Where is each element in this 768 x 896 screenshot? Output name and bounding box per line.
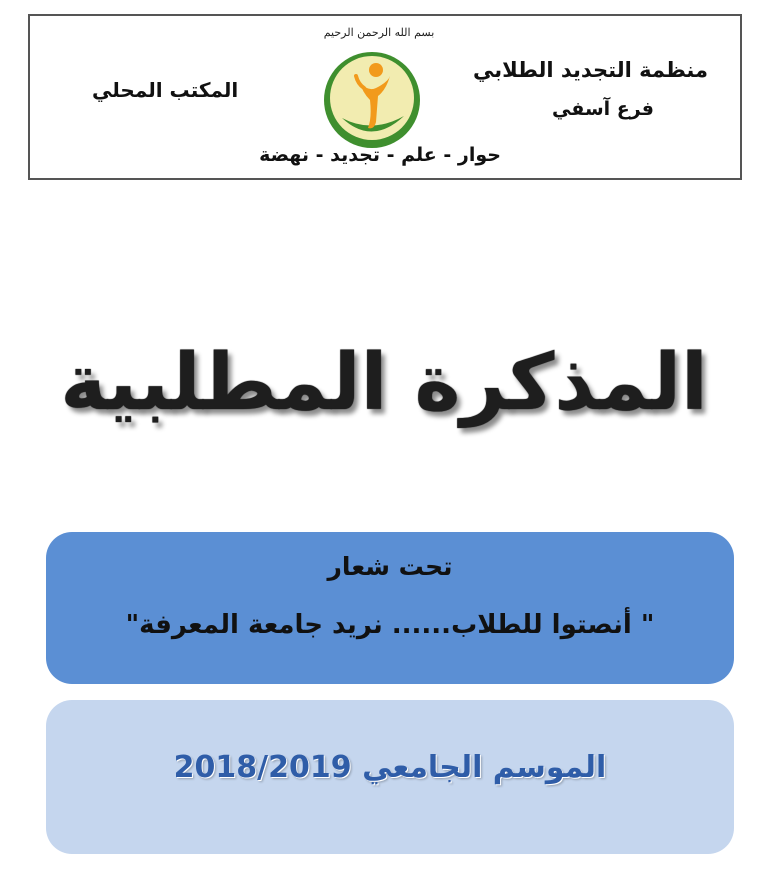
slogan-text: " أنصتوا للطلاب...... نريد جامعة المعرفة" <box>125 610 655 640</box>
slogan-label: تحت شعار <box>327 552 453 581</box>
letterhead <box>28 14 742 180</box>
basmala-text: بسم الله الرحمن الرحيم <box>323 26 435 39</box>
branch-name: فرع آسفي <box>552 98 654 120</box>
local-office-label: المكتب المحلي <box>92 78 239 102</box>
document-title: المذكرة المطلبية <box>60 338 708 428</box>
organization-name: منظمة التجديد الطلابي <box>472 58 708 82</box>
season-panel <box>46 700 734 854</box>
organization-motto: حوار - علم - تجديد - نهضة <box>259 144 501 166</box>
student-renewal-logo-icon <box>320 48 424 152</box>
slogan-panel <box>46 532 734 684</box>
academic-season: الموسم الجامعي 2018/2019 <box>173 750 607 785</box>
